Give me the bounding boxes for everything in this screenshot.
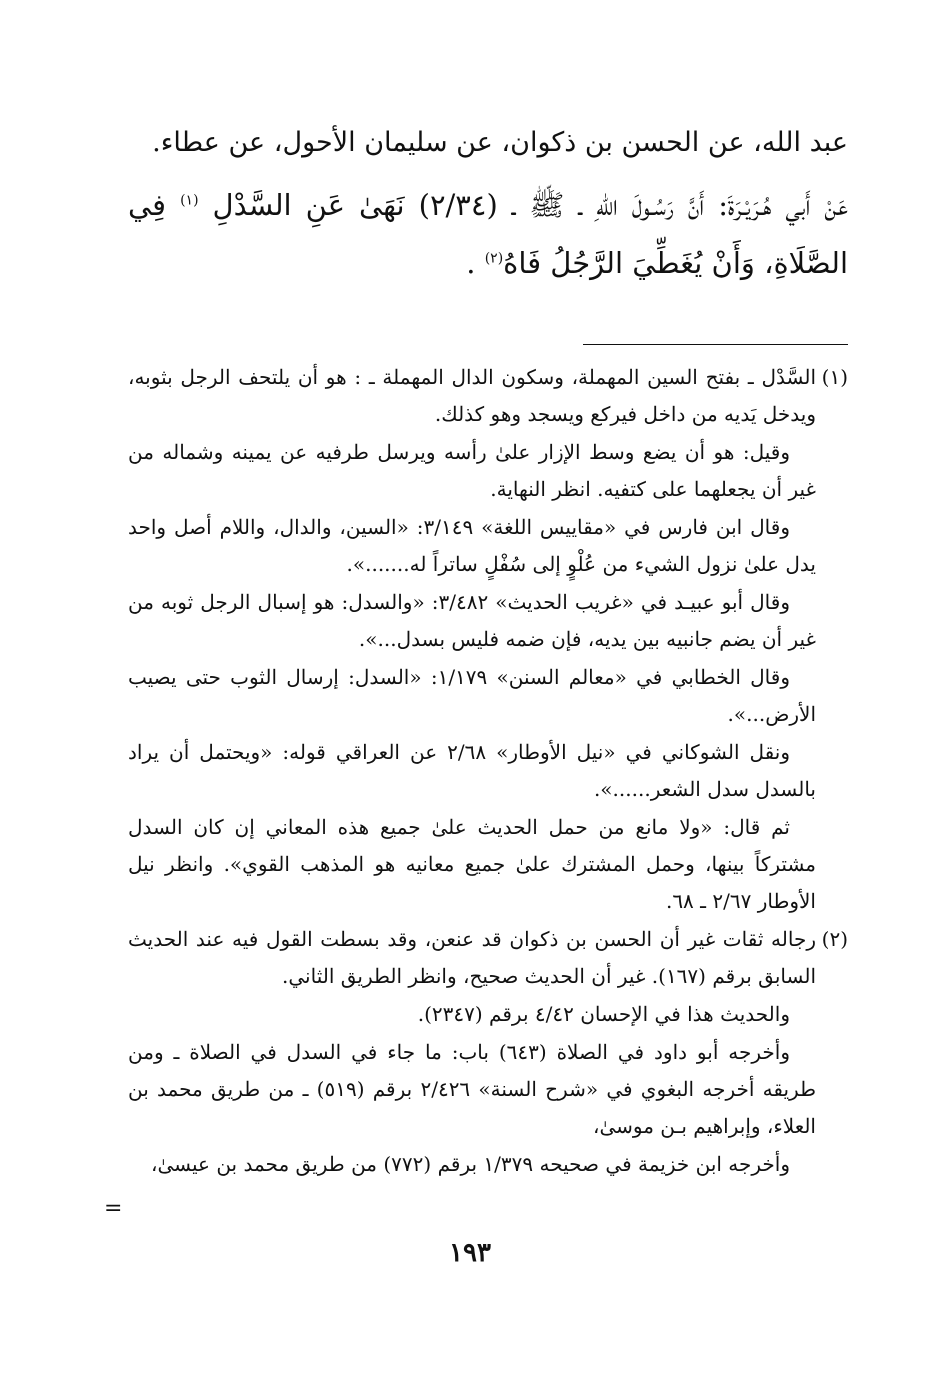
- hadith-text: [128, 176, 848, 292]
- footnote-ref-2[interactable]: (٢): [484, 250, 504, 267]
- footnote-paragraph: وقال الخطابي في «معالم السنن» ١/١٧٩: «السدل: إرسال الثوب حتى يصيب الأرض...».: [128, 665, 816, 726]
- footnote-paragraph: وقيل: هو أن يضع وسط الإزار علىٰ رأسه ويرسل طرفيه عن يمينه وشماله من غير أن يجعلهما على كتفيه. انظر النهاية.: [128, 440, 816, 501]
- hadith-part-b: فِي الصَّلَاةِ، وَأَنْ يُغَطِّيَ الرَّجُلُ فَاهُ: [128, 188, 848, 280]
- isnad-line: عبد الله، عن الحسن بن ذكوان، عن سليمان الأحول، عن عطاء.: [152, 127, 848, 158]
- main-text: [128, 118, 848, 292]
- footnote-paragraph: وأخرجه أبو داود في الصلاة (٦٤٣) باب: ما جاء في السدل في الصلاة ـ ومن طريقه أخرجه البغوي في «شرح السنة» ٢/٤٢٦ برقم (٥١٩) ـ من طريق محمد بن العلاء، وإبراهيم بـن موسىٰ،: [128, 1040, 816, 1138]
- footnote-paragraph: والحديث هذا في الإحسان ٤/٤٢ برقم (٢٣٤٧).: [417, 1002, 790, 1026]
- footnote-separator: [583, 344, 848, 345]
- footnote-2: [128, 921, 848, 1184]
- page-number: ١٩٣: [449, 1238, 491, 1268]
- continuation-mark: =: [104, 1196, 123, 1221]
- footnote-number: (١): [821, 365, 848, 389]
- footnote-paragraph: السَّدْل ـ بفتح السين المهملة، وسكون الدال المهملة ـ : هو أن يلتحف الرجل بثوبه، ويدخل يَديه من داخل فيركع ويسجد وهو كذلك.: [128, 365, 816, 426]
- footnote-body: [128, 921, 816, 1184]
- footnote-paragraph: وقال أبو عبيـد في «غريب الحديث» ٣/٤٨٢: «والسدل: هو إسبال الرجل ثوبه من غير أن يضم جانبيه بين يديه، فإن ضمه فليس بسدل...».: [128, 590, 816, 651]
- footnote-paragraph: ونقل الشوكاني في «نيل الأوطار» ٢/٦٨ عن العراقي قوله: «ويحتمل أن يراد بالسدل سدل الشعر......».: [128, 740, 816, 801]
- footnote-paragraph: ثم قال: «ولا مانع من حمل الحديث علىٰ جميع هذه المعاني إن كان السدل مشتركاً بينها، وحمل المشترك علىٰ جميع معانيه هو المذهب القوي». وانظر نيل الأوطار ٢/٦٧ ـ ٦٨.: [128, 815, 816, 913]
- footnote-paragraph: وقال ابن فارس في «مقاييس اللغة» ٣/١٤٩: «السين، والدال، واللام أصل واحد يدل علىٰ نزول الشيء من عُلْوٍ إلى سُفْلٍ ساتراً له.......».: [128, 515, 816, 576]
- footnote-number: (٢): [821, 927, 848, 951]
- hadith-part-a: عَنْ أَبي هُـرَيْـرَةَ: أَنَّ رَسُـولَ اللهِ ـ ﷺ ـ (٢/٣٤) نَهَىٰ عَنِ السَّدْلِ: [212, 188, 849, 222]
- footnote-paragraph: وأخرجه ابن خزيمة في صحيحه ١/٣٧٩ برقم (٧٧٢) من طريق محمد بن عيسىٰ،: [151, 1152, 790, 1176]
- footnote-body: [128, 359, 816, 921]
- hadith-end: .: [466, 246, 476, 280]
- footnote-ref-1[interactable]: (١): [180, 192, 199, 209]
- footnote-paragraph: رجاله ثقات غير أن الحسن بن ذكوان قد عنعن، وقد بسطت القول فيه عند الحديث السابق برقم (١٦٧). غير أن الحديث صحيح، وانظر الطريق الثاني.: [128, 927, 816, 988]
- footnote-separator-wrap: [128, 292, 848, 359]
- footnotes: [128, 359, 848, 1184]
- footnote-1: [128, 359, 848, 921]
